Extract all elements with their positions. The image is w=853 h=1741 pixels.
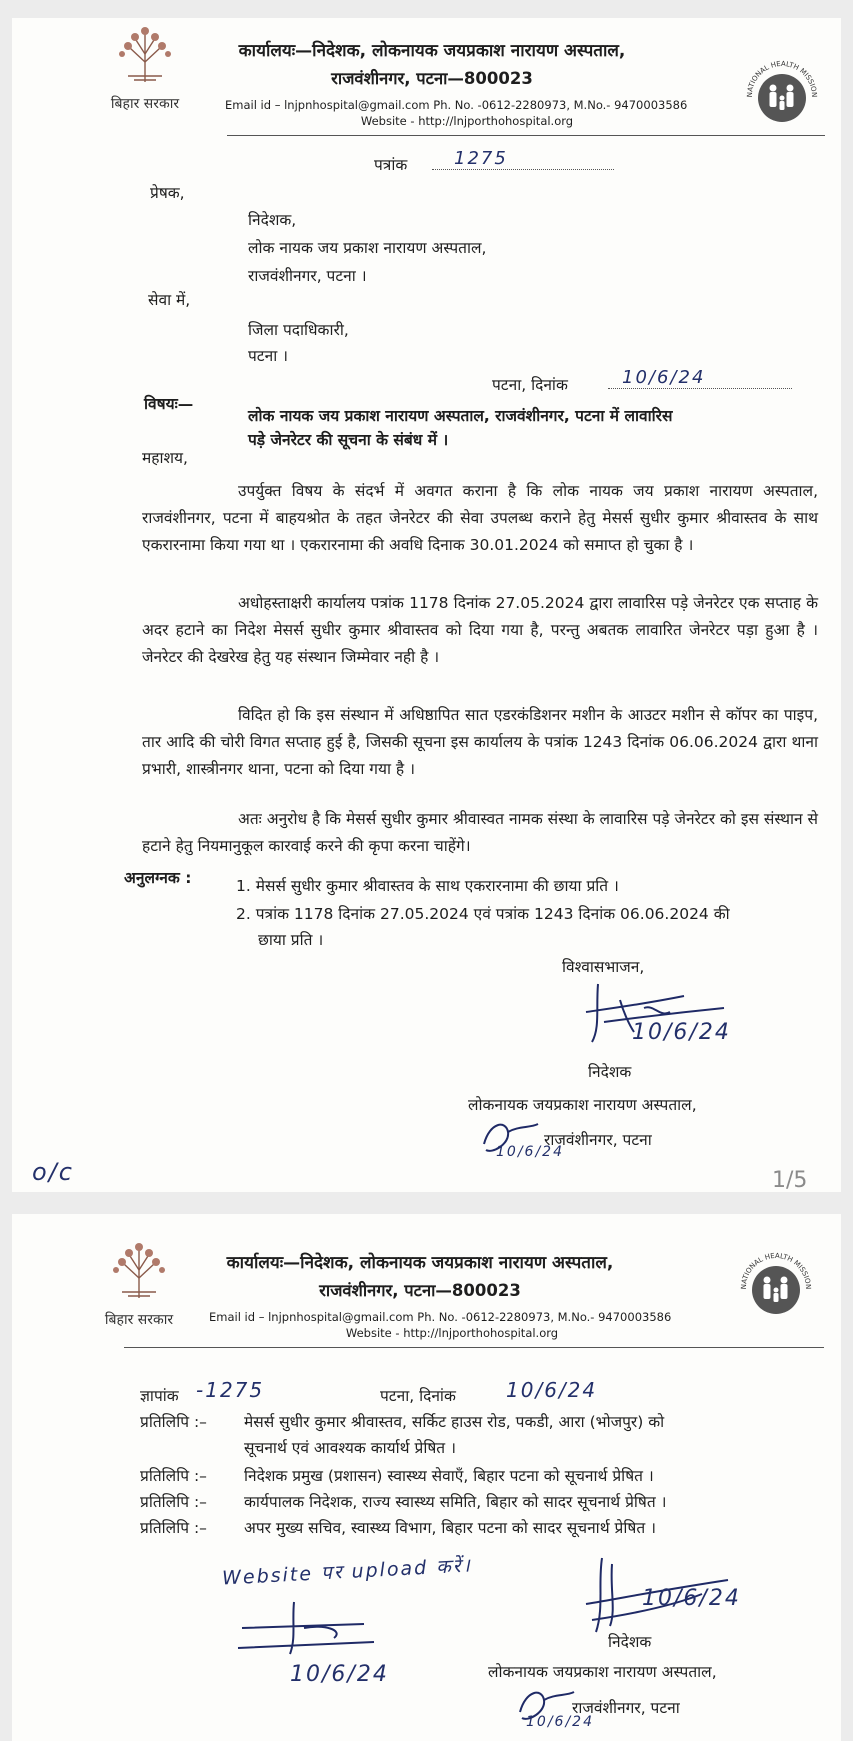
closing: विश्वासभाजन,: [562, 958, 645, 976]
body-paragraph: अधोहस्ताक्षरी कार्यालय पत्रांक 1178 दिनांक 27.05.2024 द्वारा लावारिस पड़े जेनरेटर एक सप्ताह के अदर हटाने का निदेश मेसर्स सुधीर कुमार श्रीवास्तव को दिया गया है, परन्तु अबतक लावारित जेनरेटर पड़ा हुआ है । जेनरेटर की देखरेख हेतु यह संस्थान जिम्मेवार नही है ।: [142, 594, 818, 666]
copy-label: प्रतिलिपि :–: [140, 1493, 207, 1511]
signoff-place: राजवंशीनगर, पटना: [544, 1131, 652, 1149]
initial-date: 10/6/24: [496, 1144, 564, 1160]
sender-line: राजवंशीनगर, पटना ।: [248, 267, 367, 285]
copy-text: सूचनार्थ एवं आवश्यक कार्यार्थ प्रेषित ।: [244, 1439, 456, 1457]
signature-date: 10/6/24: [642, 1586, 741, 1611]
ref-number-line: [432, 148, 614, 170]
gov-label: बिहार सरकार: [110, 96, 180, 112]
signoff-hospital: लोकनायक जयप्रकाश नारायण अस्पताल,: [468, 1096, 697, 1114]
margin-note: o/c: [32, 1158, 74, 1186]
enclosure-item: 2. पत्रांक 1178 दिनांक 27.05.2024 एवं पत्रांक 1243 दिनांक 06.06.2024 की: [236, 905, 730, 923]
date-label: पटना, दिनांक: [492, 376, 568, 394]
ref-number: 1275: [432, 148, 614, 170]
subject-line2: पड़े जेनरेटर की सूचना के संबंध में ।: [248, 431, 449, 449]
handwritten-note: Website पर upload करें।: [221, 1554, 473, 1590]
sender-line: लोक नायक जय प्रकाश नारायण अस्पताल,: [248, 239, 487, 257]
header-rule: [124, 1347, 824, 1348]
recipient-label: सेवा में,: [148, 291, 191, 309]
signoff-hospital: लोकनायक जयप्रकाश नारायण अस्पताल,: [488, 1663, 717, 1681]
body-paragraph: विदित हो कि इस संस्थान में अधिष्ठापित सात एडरकंडिशनर मशीन के आउटर मशीन से कॉपर का पाइप, तार आदि की चोरी विगत सप्ताह हुई है, जिसकी सूचना इस कार्यालय के पत्रांक 1243 दिनांक 06.06.2024 द्वारा थाना प्रभारी, शास्त्रीनगर थाना, पटना को दिया गया है ।: [142, 706, 818, 778]
copy-text: निदेशक प्रमुख (प्रशासन) स्वास्थ्य सेवाएँ, बिहार पटना को सूचनार्थ प्रेषित ।: [244, 1467, 654, 1485]
memo-label: ज्ञापांक: [140, 1387, 179, 1405]
copy-label: प्रतिलिपि :–: [140, 1467, 207, 1485]
enclosure-item: छाया प्रति ।: [258, 931, 324, 949]
office-title-line2: राजवंशीनगर, पटना—800023: [331, 69, 533, 88]
letter-page-1: [12, 18, 841, 1192]
copy-text: मेसर्स सुधीर कुमार श्रीवास्तव, सर्किट हाउस रोड, पकडी, आरा (भोजपुर) को: [244, 1413, 665, 1431]
nhm-family-icon: [736, 1248, 816, 1328]
body-paragraph: उपर्युक्त विषय के संदर्भ में अवगत कराना है कि लोक नायक जय प्रकाश नारायण अस्पताल, राजवंशीनगर, पटना में बाहयश्रोत के तहत जेनरेटर की सेवा उपलब्ध कराने हेतु मेसर्स सुधीर कुमार श्रीवास्तव के साथ एकरारनामा किया गया था । एकरारनामा की अवधि दिनाक 30.01.2024 को समाप्त हो चुका है ।: [142, 482, 818, 554]
salutation: महाशय,: [142, 449, 188, 467]
date-value-line: [608, 367, 792, 389]
letter-page-2: [12, 1214, 841, 1741]
nhm-logo: [742, 56, 822, 140]
recipient-line: पटना ।: [248, 347, 289, 365]
ref-label: पत्रांक: [374, 156, 408, 174]
contact-info: Email id – lnjpnhospital@gmail.com Ph. No. -0612-2280973, M.No.- 9470003586: [209, 1310, 672, 1324]
copy-label: प्रतिलिपि :–: [140, 1519, 207, 1537]
website-text: Website - http://lnjporthohospital.org: [360, 114, 574, 128]
signoff-title: निदेशक: [588, 1063, 632, 1081]
memo-date-value: 10/6/24: [506, 1378, 598, 1402]
subject-line1: लोक नायक जय प्रकाश नारायण अस्पताल, राजवंशीनगर, पटना में लावारिस: [248, 407, 673, 425]
copy-text: कार्यपालक निदेशक, राज्य स्वास्थ्य समिति, बिहार को सादर सूचनार्थ प्रेषित ।: [244, 1493, 667, 1511]
contact-info: Email id – lnjpnhospital@gmail.com Ph. No. -0612-2280973, M.No.- 9470003586: [225, 98, 688, 112]
signature-date: 10/6/24: [632, 1020, 731, 1045]
sender-label: प्रेषक,: [150, 184, 185, 202]
signoff-title: निदेशक: [608, 1633, 652, 1651]
left-signature: [234, 1598, 384, 1658]
body-paragraph: अतः अनुरोध है कि मेसर्स सुधीर कुमार श्रीवास्वत नामक संस्था के लावारिस पड़े जेनरेटर को इस संस्थान से हटाने हेतु नियमानुकूल कारवाई करने की कृपा करना चाहेंगे।: [142, 810, 818, 855]
copy-text: अपर मुख्य सचिव, स्वास्थ्य विभाग, बिहार पटना को सादर सूचनार्थ प्रेषित ।: [244, 1519, 656, 1537]
enclosure-item: 1. मेसर्स सुधीर कुमार श्रीवास्तव के साथ एकरारनामा की छाया प्रति ।: [236, 877, 619, 895]
memo-number: -1275: [196, 1378, 265, 1402]
copy-label: प्रतिलिपि :–: [140, 1413, 207, 1431]
sender-line: निदेशक,: [248, 211, 297, 229]
recipient-line: जिला पदाधिकारी,: [248, 321, 349, 339]
nhm-family-icon: [742, 56, 822, 136]
gov-label: बिहार सरकार: [104, 1312, 174, 1328]
nhm-logo: [736, 1248, 816, 1332]
left-signature-date: 10/6/24: [290, 1662, 389, 1687]
office-title-line1: कार्यालयः—निदेशक, लोकनायक जयप्रकाश नारायण अस्पताल,: [226, 1253, 614, 1273]
signoff-place: राजवंशीनगर, पटना: [572, 1699, 680, 1717]
enclosure-label: अनुलग्नक :: [124, 869, 192, 887]
subject-label: विषयः—: [144, 395, 194, 413]
nhm-text: NATIONAL HEALTH MISSION: [739, 1251, 813, 1290]
initial-date: 10/6/24: [526, 1714, 594, 1730]
memo-date-label: पटना, दिनांक: [380, 1387, 456, 1405]
website-text: Website - http://lnjporthohospital.org: [345, 1326, 559, 1340]
date-value: 10/6/24: [608, 367, 792, 389]
nhm-text: NATIONAL HEALTH MISSION: [745, 59, 819, 98]
page-number: 1/5: [772, 1168, 808, 1192]
header-rule: [227, 135, 825, 136]
office-title-line1: कार्यालयः—निदेशक, लोकनायक जयप्रकाश नारायण अस्पताल,: [238, 41, 626, 61]
office-title-line2: राजवंशीनगर, पटना—800023: [319, 1281, 521, 1300]
